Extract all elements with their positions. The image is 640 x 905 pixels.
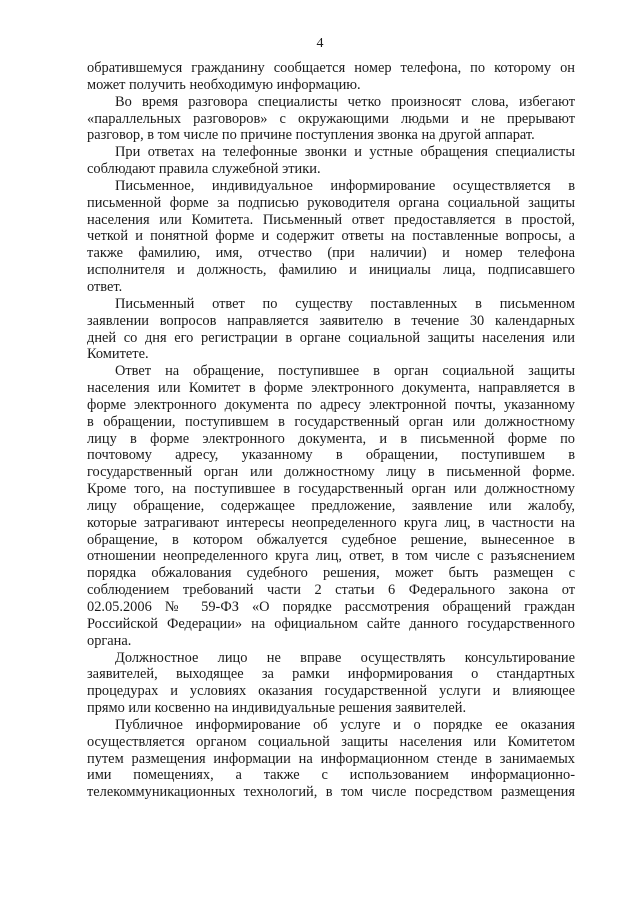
text-line: исполнителя и должность, фамилию и инициалы лица, подписавшего: [87, 262, 575, 279]
text-line: Ответ на обращение, поступившее в орган социальной защиты: [115, 363, 575, 380]
text-line: лицу обращение, содержащее предложение, заявление или жалобу,: [87, 497, 575, 514]
text-line: порядка обжалования судебного решения, может быть размещен с: [87, 565, 575, 582]
text-line: При ответах на телефонные звонки и устные обращения специалисты: [115, 144, 575, 161]
text-line: также фамилию, имя, отчество (при наличии) и номер телефона: [87, 245, 575, 262]
text-line: в обращении, поступившем в государственный орган или должностному: [87, 413, 575, 430]
text-line: соблюдают правила служебной этики.: [87, 161, 321, 178]
text-line: разговор, в том числе по причине поступления звонка на другой аппарат.: [87, 127, 535, 144]
text-line: «параллельных разговоров» с окружающими людьми и не прерывают: [87, 110, 575, 127]
text-line: населения или Комитет в форме электронного документа, направляется в: [87, 380, 575, 397]
text-line: соблюдением требований части 2 статьи 6 Федерального закона от: [87, 582, 575, 599]
text-line: государственный орган или должностному лицу в письменной форме.: [87, 464, 575, 481]
document-body: [87, 60, 575, 801]
text-line: почтовому адресу, указанному в обращении, поступившем в: [87, 447, 575, 464]
text-line: осуществляется органом социальной защиты населения или Комитетом: [87, 733, 575, 750]
text-line: дней со дня его регистрации в органе социальной защиты населения или: [87, 329, 575, 346]
text-line: Должностное лицо не вправе осуществлять консультирование: [115, 649, 575, 666]
text-line: Письменный ответ по существу поставленных в письменном: [115, 295, 575, 312]
text-line: форме электронного документа по адресу электронной почты, указанному: [87, 396, 575, 413]
text-line: заявителей, выходящее за рамки информирования о стандартных: [87, 666, 575, 683]
text-line: отношении неопределенного круга лиц, ответ, в том числе с разъяснением: [87, 548, 575, 565]
text-line: ими помещениях, а также с использованием информационно-: [87, 767, 575, 784]
text-line: телекоммуникационных технологий, в том числе посредством размещения: [87, 784, 575, 801]
text-line: обращение, в котором обжалуется судебное решение, вынесенное в: [87, 531, 575, 548]
text-line: 02.05.2006 № 59-ФЗ «О порядке рассмотрения обращений граждан: [87, 599, 575, 615]
text-line: Кроме того, на поступившее в государственный орган или должностному: [87, 481, 575, 498]
text-line: Публичное информирование об услуге и о порядке ее оказания: [115, 716, 575, 733]
page-number: 4: [316, 36, 324, 51]
text-line: населения или Комитета. Письменный ответ предоставляется в простой,: [87, 211, 575, 228]
text-line: Российской Федерации» на официальном сайте данного государственного: [87, 615, 575, 632]
text-line: Во время разговора специалисты четко произносят слова, избегают: [115, 93, 575, 110]
text-line: Комитете.: [87, 346, 149, 363]
text-line: путем размещения информации на информационном стенде в занимаемых: [87, 750, 575, 767]
text-line: процедурах и условиях оказания государственной услуги и влияющее: [87, 683, 575, 700]
text-line: лицу в форме электронного документа, и в письменной форме по: [87, 430, 575, 447]
text-line: четкой и понятной форме и содержит ответы на поставленные вопросы, а: [87, 228, 575, 245]
text-line: обратившемуся гражданину сообщается номер телефона, по которому он: [87, 60, 575, 76]
text-line: прямо или косвенно на индивидуальные решения заявителей.: [87, 700, 467, 717]
text-line: заявлении вопросов направляется заявителю в течение 30 календарных: [87, 312, 575, 329]
text-line: которые затрагивают интересы неопределенного круга лиц, в частности на: [87, 514, 575, 531]
text-line: Письменное, индивидуальное информирование осуществляется в: [115, 177, 575, 194]
text-line: ответ.: [87, 278, 123, 295]
text-line: письменной форме за подписью руководителя органа социальной защиты: [87, 194, 575, 211]
text-line: может получить необходимую информацию.: [87, 76, 361, 93]
text-line: органа.: [87, 632, 132, 649]
